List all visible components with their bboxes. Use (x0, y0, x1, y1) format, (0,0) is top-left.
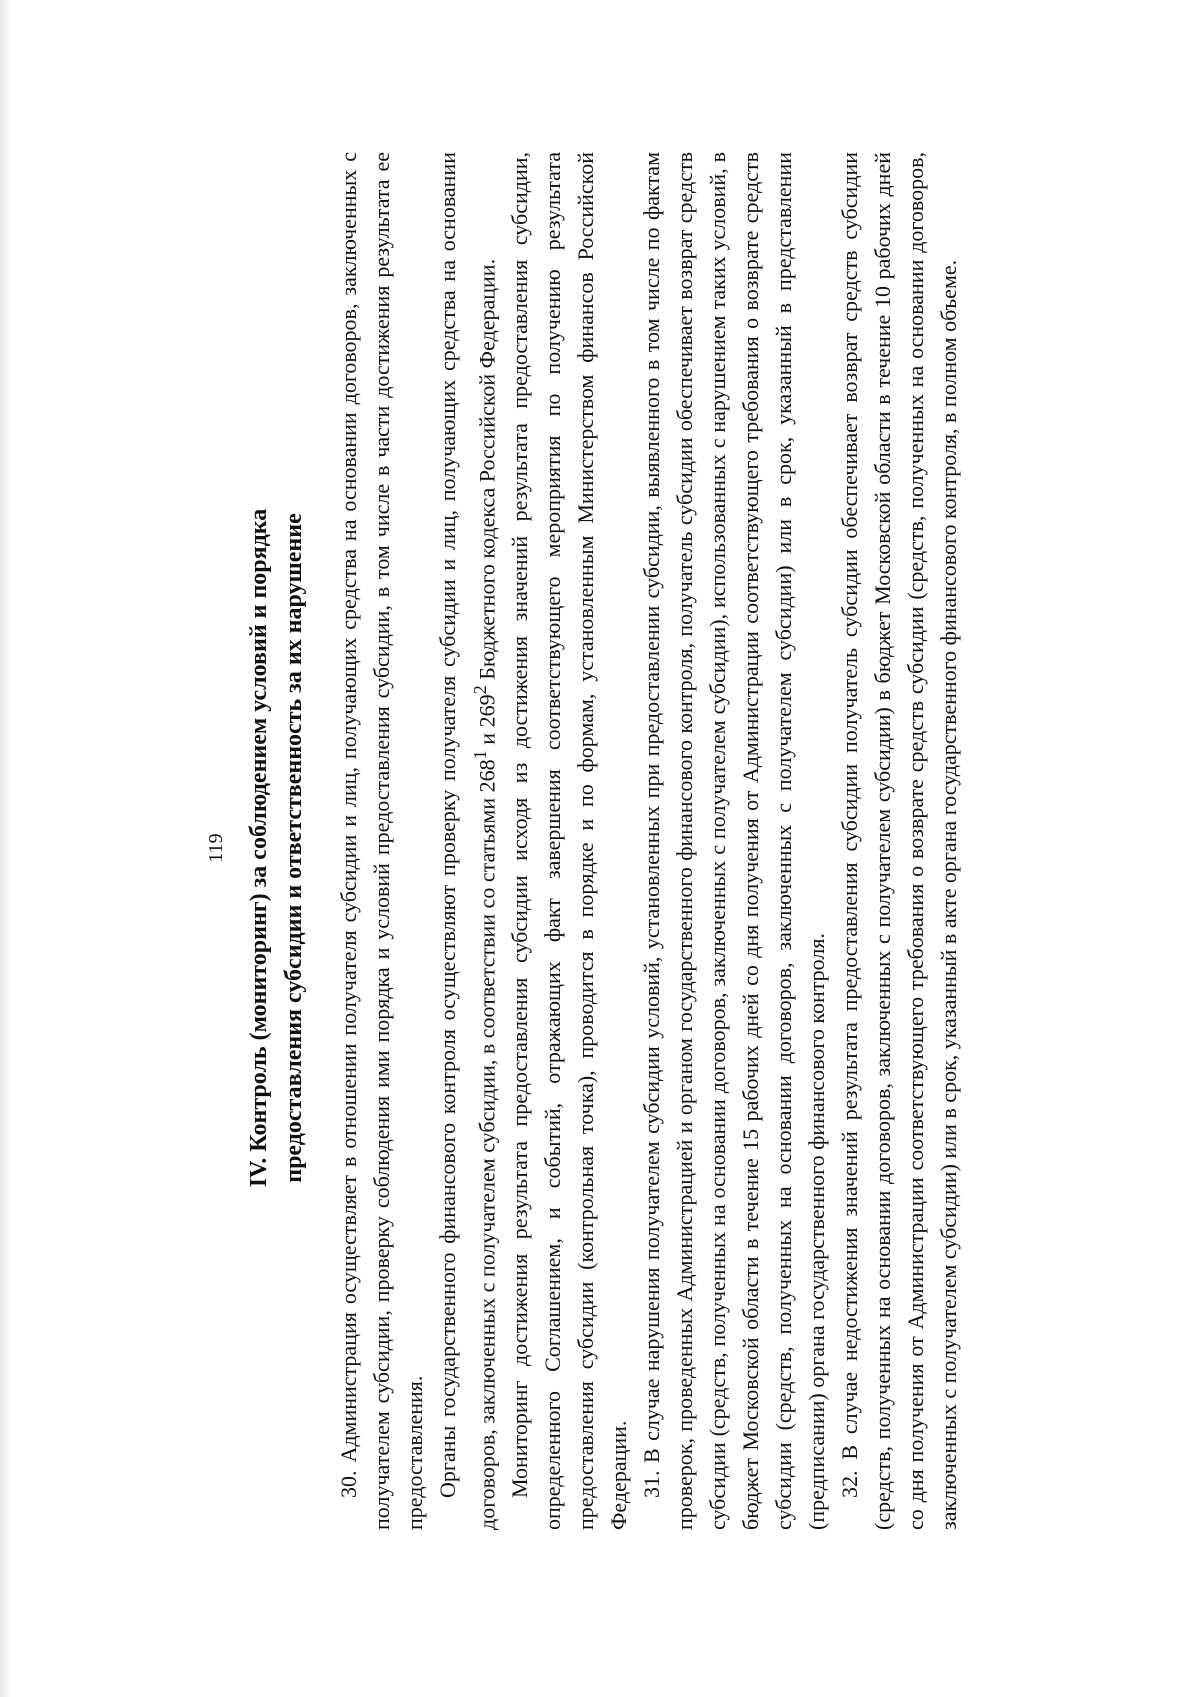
paragraph-30-financial-control-end: Бюджетного кодекса Российской Федерации. (474, 258, 500, 686)
paragraph-30-financial-control (431, 152, 503, 1530)
page-number: 119 (205, 833, 227, 863)
paragraph-30-financial-control-text: Органы государственного финансового контроля осуществляют проверку получателя субсидии и лиц, получающих средства на основании договоров, заключенных с получателем субсидии, в соответствии со статьями 268 (435, 152, 500, 1530)
heading-line-1: IV. Контроль (мониторинг) за соблюдением условий и порядка (246, 508, 272, 1188)
paragraph-30-financial-control-mid: и 269 (474, 694, 500, 751)
body-text (332, 152, 965, 1530)
article-superscript-2: 2 (470, 685, 490, 695)
paragraph-30-monitoring: Мониторинг достижения результата предоставления субсидии исходя из достижения значений результата предоставления субсидии, определенного Соглашением, и событий, отражающих факт завершения соответствующего мероприятия по получению результата предоставления субсидии (контрольная точка), проводится в порядке и по формам, установленным Министерством финансов Российской Федерации. (507, 152, 632, 1530)
scan-edge (0, 0, 10, 1697)
paragraph-31: 31. В случае нарушения получателем субсидии условий, установленных при предоставлении субсидии, выявленного в том числе по фактам проверок, проведенных Администрацией и органом государственного финансового контроля, получатель субсидии обеспечивает возврат средств субсидии (средств, полученных на основании договоров, заключенных с получателем субсидии), использованных с нарушением таких условий, в бюджет Московской области в течение 15 рабочих дней со дня получения от Администрации соответствующего требования о возврате средств субсидии (средств, полученных на основании договоров, заключенных с получателем субсидии) или в срок, указанный в представлении (предписании) органа государственного финансового контроля. (639, 152, 830, 1530)
article-superscript-1: 1 (470, 750, 490, 760)
paragraph-30: 30. Администрация осуществляет в отношении получателя субсидии и лиц, получающих средства на основании договоров, заключенных с получателем субсидии, проверку соблюдения ими порядка и условий предоставления субсидии, в том числе в части достижения результата ее предоставления. (336, 152, 427, 1530)
paragraph-32: 32. В случае недостижения значений результата предоставления субсидии получатель субсидии обеспечивает возврат средств субсидии (средств, полученных на основании договоров, заключенных с получателем субсидии) в бюджет Московской области в течение 10 рабочих дней со дня получения от Администрации соответствующего требования о возврате средств субсидии (средств, полученных на основании договоров, заключенных с получателем субсидии) или в срок, указанный в акте органа государственного финансового контроля, в полном объеме. (837, 152, 962, 1530)
section-heading (242, 158, 312, 1538)
heading-line-2: предоставления субсидии и ответственность за их нарушение (281, 513, 307, 1183)
rotated-text-block (190, 118, 1010, 1578)
